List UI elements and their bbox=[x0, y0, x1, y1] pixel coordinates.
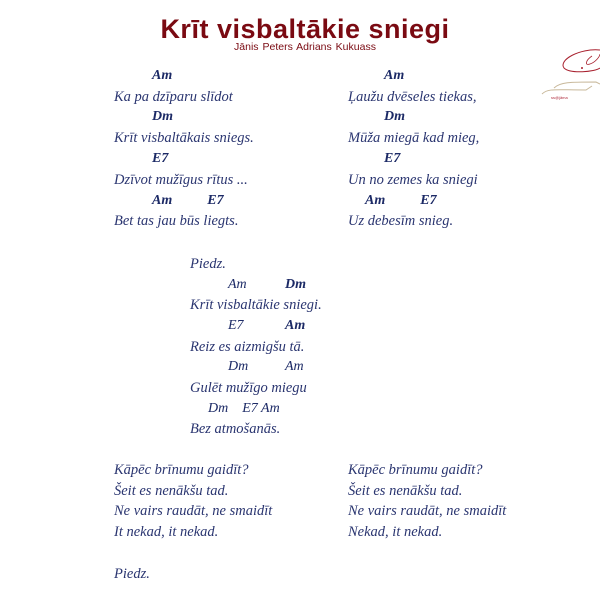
lyric-line: Nekad, it nekad. bbox=[348, 524, 443, 540]
lyric-line: Šeit es nenākšu tad. bbox=[348, 483, 463, 499]
chord: Am bbox=[152, 68, 173, 83]
chorus-label: Piedz. bbox=[190, 256, 226, 272]
chord: Am bbox=[285, 318, 306, 333]
outro-label: Piedz. bbox=[114, 566, 150, 582]
chord: Am bbox=[384, 68, 405, 83]
logo-small-text: ss@jāma bbox=[551, 95, 568, 100]
lyric-line: Ļaužu dvēseles tiekas, bbox=[348, 89, 477, 105]
lyric-line: Krīt visbaltākie sniegi. bbox=[190, 297, 322, 313]
lyric-line: Ne vairs raudāt, ne smaidīt bbox=[114, 503, 273, 519]
chord: Dm bbox=[228, 359, 249, 374]
chord: Am E7 bbox=[152, 193, 224, 208]
chord: E7 bbox=[384, 151, 401, 166]
lyric-line: Kāpēc brīnumu gaidīt? bbox=[114, 462, 249, 478]
lyric-line: Ka pa dzīparu slīdot bbox=[114, 89, 233, 105]
chord: E7 bbox=[228, 318, 244, 333]
lyric-line: Krīt visbaltākais sniegs. bbox=[114, 130, 254, 146]
lyric-line: It nekad, it nekad. bbox=[114, 524, 219, 540]
song-title: Krīt visbaltākie sniegi bbox=[160, 14, 450, 44]
chord: Am E7 bbox=[365, 193, 437, 208]
lyric-line: Dzīvot mužīgus rītus ... bbox=[114, 172, 248, 188]
lyric-line: Bez atmošanās. bbox=[190, 421, 281, 437]
lyric-line: Kāpēc brīnumu gaidīt? bbox=[348, 462, 483, 478]
chord: Dm bbox=[285, 277, 306, 292]
lyric-line: Šeit es nenākšu tad. bbox=[114, 483, 229, 499]
chord: Dm bbox=[152, 109, 173, 124]
lyric-line: Ne vairs raudāt, ne smaidīt bbox=[348, 503, 507, 519]
signature-logo-icon bbox=[540, 38, 600, 108]
lyric-line: Un no zemes ka sniegi bbox=[348, 172, 478, 188]
chord: E7 bbox=[152, 151, 169, 166]
lyric-line: Uz debesīm snieg. bbox=[348, 213, 454, 229]
chord: Dm E7 Am bbox=[208, 401, 280, 416]
chord: Dm bbox=[384, 109, 405, 124]
lyric-line: Reiz es aizmigšu tā. bbox=[190, 339, 305, 355]
lyric-line: Mūža miegā kad mieg, bbox=[348, 130, 480, 146]
song-authors: Jānis Peters Adrians Kukuass bbox=[234, 41, 376, 53]
chord: Am bbox=[285, 359, 304, 374]
lyric-line: Gulēt mužīgo miegu bbox=[190, 380, 307, 396]
lyric-line: Bet tas jau būs liegts. bbox=[114, 213, 239, 229]
chord: Am bbox=[228, 277, 247, 292]
